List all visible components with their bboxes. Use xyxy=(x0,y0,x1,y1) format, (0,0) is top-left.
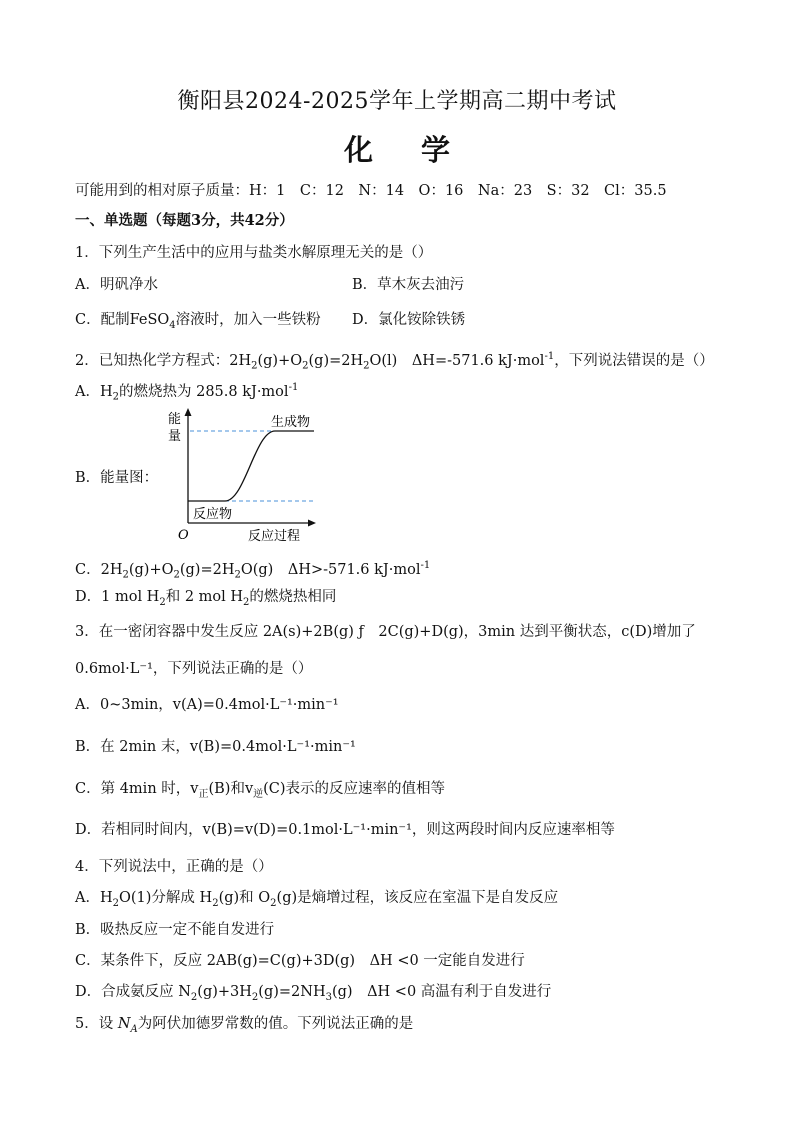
subject-char-2: 学 xyxy=(421,133,451,167)
q4-option-c: C．某条件下，反应 2AB(g)=C(g)+3D(g) ΔH <0 一定能自发进行 xyxy=(75,953,525,969)
y-axis-arrow-icon xyxy=(185,408,192,416)
q4-option-b: B．吸热反应一定不能自发进行 xyxy=(75,922,275,938)
q3-option-a: A．0~3min，v(A)=0.4mol·L⁻¹·min⁻¹ xyxy=(75,697,339,713)
subject-title xyxy=(0,128,794,169)
product-label: 生成物 xyxy=(271,415,311,430)
q2-stem: 2．已知热化学方程式：$2H_2(g)+O_2(g)=2H_2O(l)$ ΔH=-571.6 kJ·mol$^{-1}$，下列说法错误的是（） xyxy=(75,351,714,372)
q1-stem: 1．下列生产生活中的应用与盐类水解原理无关的是（） xyxy=(75,245,433,261)
q3-option-b: B．在 2min 末，v(B)=0.4mol·L⁻¹·min⁻¹ xyxy=(75,739,356,755)
section-heading: 一、单选题（每题3分，共42分） xyxy=(75,212,294,229)
subject-char-1: 化 xyxy=(343,133,373,167)
q1-option-d: D．氯化铵除铁锈 xyxy=(352,312,466,328)
y-label-2: 量 xyxy=(168,429,182,444)
exam-title: 衡阳县2024-2025学年上学期高二期中考试 xyxy=(177,89,617,114)
atomic-masses: 可能用到的相对原子质量：H：1 C：12 N：14 O：16 Na：23 S：32 Cl：35.5 xyxy=(75,183,667,199)
q3-option-c: C．第 4min 时，$v_正(B)$和$v_逆(C)$表示的反应速率的值相等 xyxy=(75,781,446,800)
q3-stem-line-2: 0.6mol·L⁻¹，下列说法正确的是（） xyxy=(75,661,313,677)
q2-option-a: A．$H_2$的燃烧热为 285.8 kJ·mol$^{-1}$ xyxy=(75,382,299,403)
q2-option-d: D．1 mol $H_2$和 2 mol $H_2$的燃烧热相同 xyxy=(75,589,337,608)
q2-option-c: C．$2H_2(g)+O_2(g)=2H_2O(g)$ ΔH>-571.6 kJ·mol$^{-1}$ xyxy=(75,560,431,581)
energy-curve xyxy=(188,431,314,501)
q4-stem: 4．下列说法中，正确的是（） xyxy=(75,859,273,875)
reactant-label: 反应物 xyxy=(193,507,233,522)
x-label: 反应过程 xyxy=(248,529,301,544)
energy-diagram xyxy=(160,405,325,545)
q1-option-b: B．草木灰去油污 xyxy=(352,277,465,293)
q5-stem: 5．设 $N_A$为阿伏加德罗常数的值。下列说法正确的是 xyxy=(75,1016,414,1035)
q1-option-c: C．配制FeSO$_4$溶液时，加入一些铁粉 xyxy=(75,312,321,331)
x-axis-arrow-icon xyxy=(308,520,316,527)
origin-label: O xyxy=(178,528,189,543)
q3-stem-line-1: 3．在一密闭容器中发生反应 2A(s)+2B(g) ƒ 2C(g)+D(g)，3min 达到平衡状态，c(D)增加了 xyxy=(75,624,696,640)
q2-option-b: B．能量图： xyxy=(75,470,159,486)
y-label-1: 能 xyxy=(168,412,182,427)
q4-option-a: A．$H_2O(1)$分解成 $H_2(g)$和 $O_2(g)$是熵增过程，该反应在室温下是自发反应 xyxy=(75,890,559,909)
q4-option-d: D．合成氨反应 $N_2(g)+3H_2(g)=2NH_3(g)$ ΔH <0 高温有利于自发进行 xyxy=(75,984,552,1003)
q1-option-a: A．明矾净水 xyxy=(75,277,158,293)
q3-option-d: D．若相同时间内，v(B)=v(D)=0.1mol·L⁻¹·min⁻¹，则这两段时间内反应速率相等 xyxy=(75,822,615,838)
